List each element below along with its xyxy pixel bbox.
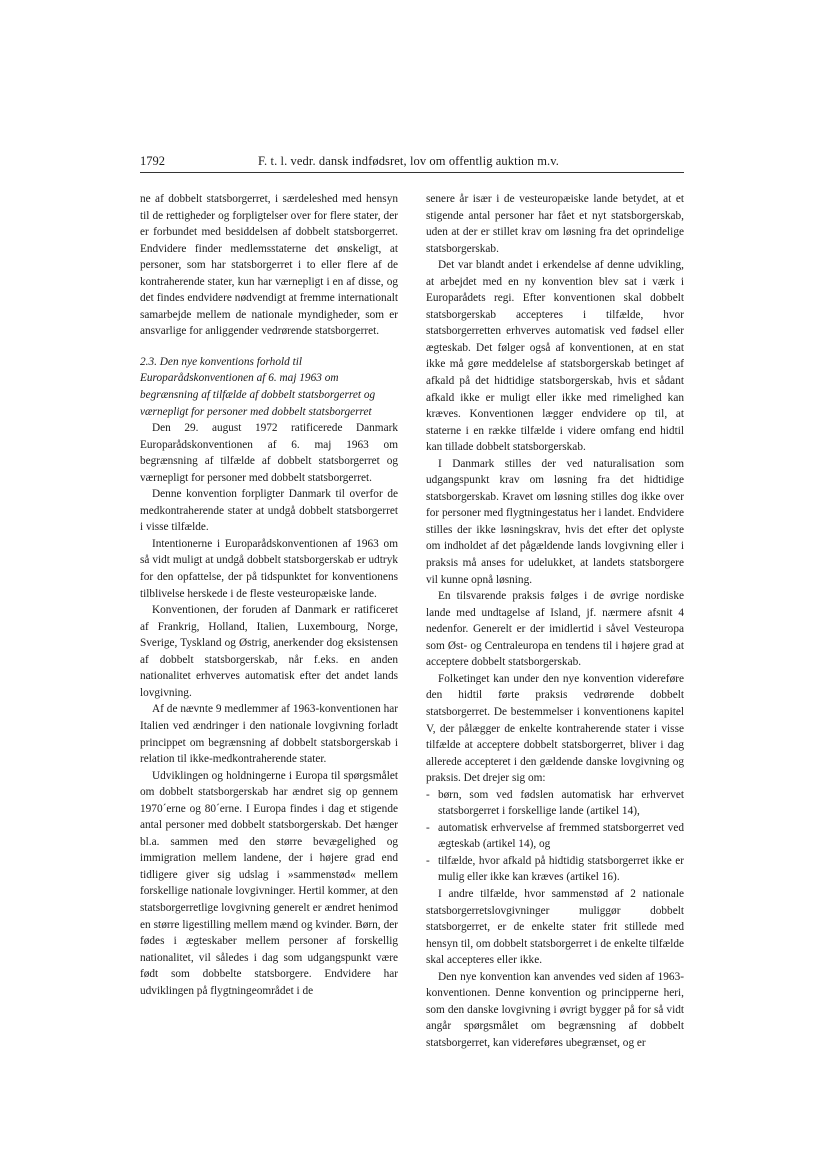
paragraph: Konventionen, der foruden af Danmark er ratificeret af Frankrig, Holland, Italien, Luxembourg, Norge, Sverige, Tyskland og Østrig, anerkender dog eksistensen af dobbelt statsborgerskab, når f.eks. en anden nationalitet erhverves automatisk efter det andet lands lovgivning. xyxy=(140,604,398,699)
paragraph: senere år især i de vesteuropæiske lande betydet, at et stigende antal personer har fået et nyt statsborgerskab, uden at der er stillet krav om løsning fra det oprindelige statsborgerskab. xyxy=(426,193,684,255)
list-item: - automatisk erhvervelse af fremmed statsborgerret ved ægteskab (artikel 14), og xyxy=(426,820,684,853)
running-title: F. t. l. vedr. dansk indfødsret, lov om offentlig auktion m.v. xyxy=(258,154,560,168)
paragraph: Denne konvention forpligter Danmark til overfor de medkontraherende stater at undgå dobbelt statsborgerret i visse tilfælde. xyxy=(140,488,398,534)
paragraph: Af de nævnte 9 medlemmer af 1963-konventionen har Italien ved ændringer i den nationale lovgivning forladt princippet om begrænsning af dobbelt statsborgerskab i relation til ikke-medkontraherende stater. xyxy=(140,703,398,766)
paragraph: En tilsvarende praksis følges i de øvrige nordiske lande med undtagelse af Island, jf. nærmere afsnit 4 nedenfor. Generelt er der imidlertid i såvel Vesteuropa som Øst- og Centraleuropa en tendens til i højere grad at acceptere dobbelt statsborgerskab. xyxy=(426,590,684,669)
page-number: 1792 xyxy=(140,154,165,168)
left-column xyxy=(140,191,398,999)
article-list xyxy=(426,787,684,886)
right-column xyxy=(426,191,684,1051)
paragraph: Det var blandt andet i erkendelse af denne udvikling, at arbejdet med en ny konvention blev sat i værk i Europarådets regi. Efter konventionen skal dobbelt statsborgerskab accepteres i tilfælde, hvor statsborgerretten erhverves automatisk ved fødsel eller ægteskab. Det følger også af konventionen, at en stat ikke må gøre meddelelse af statsborgerskab betinget af afkald på det hidtidige statsborgerskab, hvis et sådant afkald ikke er muligt eller ikke med rimelighed kan kræves. Konventionen lægger endvidere op til, at staterne i en række tilfælde i videre omfang end hidtil kan tillade dobbelt statsborgerskab. xyxy=(426,259,684,454)
page-header xyxy=(140,152,684,173)
list-item: - tilfælde, hvor afkald på hidtidig statsborgerret ikke er mulig eller ikke kan kræves (artikel 16). xyxy=(426,853,684,886)
paragraph: Intentionerne i Europarådskonventionen af 1963 om så vidt muligt at undgå dobbelt statsborgerskab er udtryk for den opfattelse, der på tidspunktet for konventionens tilblivelse herskede i de fleste vesteuropæiske lande. xyxy=(140,537,398,600)
paragraph: I andre tilfælde, hvor sammenstød af 2 nationale statsborgerretslovgivninger muliggør dobbelt statsborgerret, er de enkelte stater frit stillede med hensyn til, om dobbelt statsborgerret i de enkelte tilfælde skal accepteres eller ikke. xyxy=(426,887,684,967)
paragraph: Den 29. august 1972 ratificerede Danmark Europarådskonventionen af 6. maj 1963 om begrænsning af tilfælde af dobbelt statsborgerret og værnepligt for personer med dobbelt statsborgerret. xyxy=(140,422,398,484)
paragraph: Udviklingen og holdningerne i Europa til spørgsmålet om dobbelt statsborgerskab har ændret sig op gennem 1970´erne og 80´erne. I Europa findes i dag et stigende antal personer med dobbelt statsborgerskab. Det hænger bl.a. sammen med den større bevægelighed og immigration mellem landene, der i højere grad end tidligere giver sig udslag i »sammenstød« mellem forskellige nationale lovgivninger. Hertil kommer, at den statsborgerretlige lovgivning generelt er ændret henimod en større ligestilling mellem mænd og kvinder. Børn, der fødes i ægteskaber mellem personer af forskellig nationalitet, vil således i dag som udgangspunkt være født som dobbelte statsborgere. Endvidere har udviklingen på flygtningeområdet i de xyxy=(140,769,398,997)
paragraph: I Danmark stilles der ved naturalisation som udgangspunkt krav om løsning fra det hidtidige statsborgerskab. Kravet om løsning stilles dog ikke over for personer med flygtningestatus her i landet. Endvidere stilles der ikke løsningskrav, hvis det efter det oplyste om indholdet af det pågældende lands lovgivning eller i praksis må anses for udelukket, at landets statsborgere vil kunne opnå løsning. xyxy=(426,457,684,586)
paragraph: Folketinget kan under den nye konvention videreføre den hidtil førte praksis vedrørende dobbelt statsborgerret. De bestemmelser i konventionens kapitel V, der pålægger de enkelte kontraherende stater i visse tilfælde at acceptere dobbelt statsborgerret, bliver i dag allerede accepteret i den gældende danske lovgivning og praksis. Det drejer sig om: xyxy=(426,672,684,785)
section-heading: 2.3. Den nye konventions forhold til Europarådskonventionen af 6. maj 1963 om begrænsning af tilfælde af dobbelt statsborgerret og værnepligt for personer med dobbelt statsborgerret xyxy=(140,355,376,418)
paragraph: Den nye konvention kan anvendes ved siden af 1963-konventionen. Denne konvention og principperne heri, som den danske lovgivning i øvrigt bygger på for så vidt angår spørgsmålet om begrænsning af dobbelt statsborgerret, kan videreføres ubegrænset, og er xyxy=(426,970,684,1049)
paragraph: ne af dobbelt statsborgerret, i særdeleshed med hensyn til de rettigheder og forpligtelser over for flere stater, der er forbundet med besiddelsen af dobbelt statsborgerret. Endvidere finder medlemsstaterne det ønskeligt, at personer, som har statsborgerret i to eller flere af de kontraherende stater, kun har værnepligt i en af disse, og det findes endvidere nødvendigt at fremme internationalt samarbejde mellem de nationale myndigheder, som er ansvarlige for anliggender vedrørende statsborgerret. xyxy=(140,193,398,338)
list-item: - børn, som ved fødslen automatisk har erhvervet statsborgerret i forskellige lande (artikel 14), xyxy=(426,787,684,820)
